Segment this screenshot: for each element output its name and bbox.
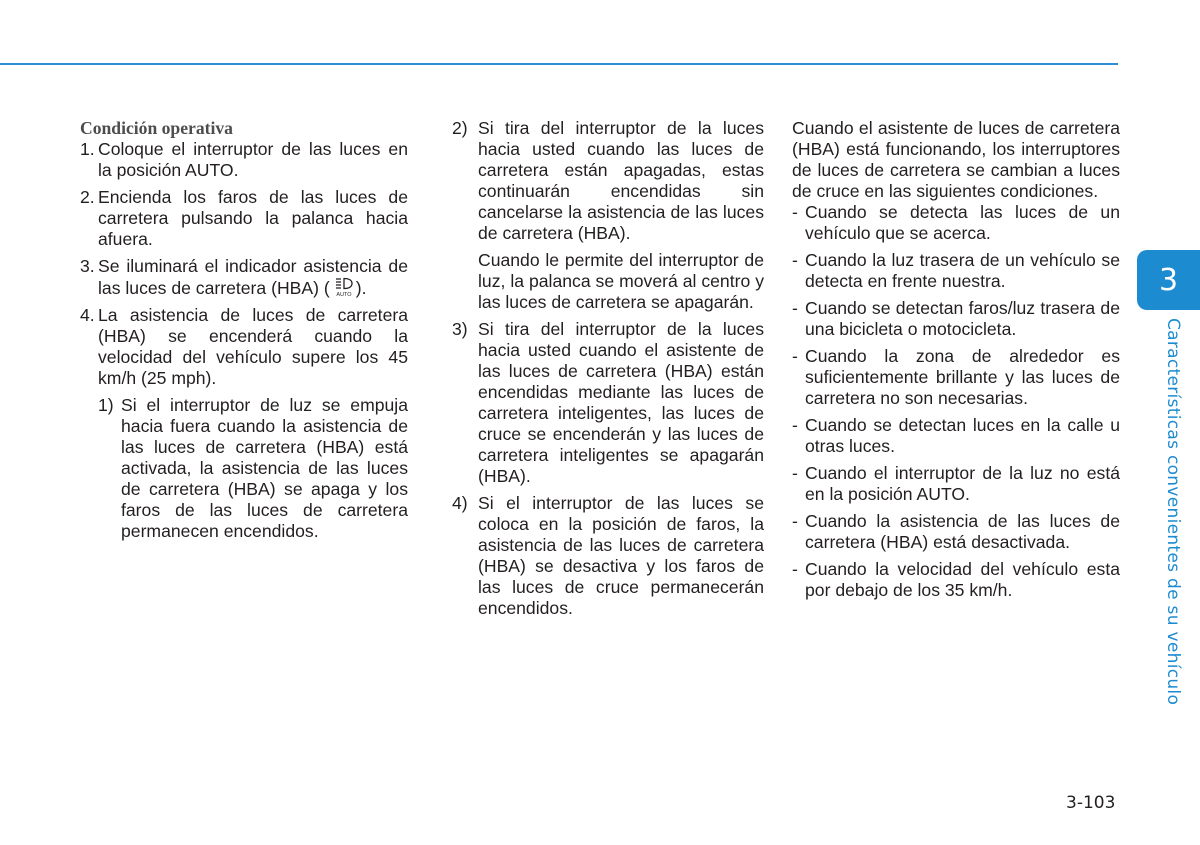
item-text-end: ).: [355, 278, 367, 298]
item-text: Cuando la asistencia de las luces de carretera (HBA) está desactivada.: [805, 511, 1120, 552]
chapter-title: Características convenientes de su vehículo: [1163, 318, 1183, 706]
section-heading: Condición operativa: [80, 118, 233, 138]
item-text: Si tira del interruptor de la luces hacia usted cuando el asistente de las luces de carretera (HBA) están encendidas mediante las luces de carretera inteligentes, las luces de cruce se encenderán y las luces de carretera inteligentes se apagarán (HBA).: [478, 319, 764, 486]
list-item: [792, 250, 1120, 292]
item-text: Encienda los faros de las luces de carretera pulsando la palanca hacia afuera.: [98, 187, 408, 249]
bullet-dash: -: [792, 511, 798, 531]
hba-icon-label: AUTO: [336, 292, 352, 297]
item-text: Si el interruptor de las luces se coloca en la posición de faros, la asistencia de las luces de carretera (HBA) se desactiva y los faros de las luces de cruce permanecerán encendidos.: [478, 493, 764, 618]
list-item: [792, 511, 1120, 553]
bullet-dash: -: [792, 463, 798, 483]
item-number: 4.: [80, 305, 95, 325]
list-item: [80, 139, 408, 181]
chapter-tab: [1137, 250, 1200, 310]
item-text: Cuando la zona de alrededor es suficientemente brillante y las luces de carretera no son necesarias.: [805, 346, 1120, 408]
bullet-dash: -: [792, 415, 798, 435]
chapter-number: 3: [1158, 262, 1179, 298]
list-item: [792, 346, 1120, 409]
list-item: [792, 298, 1120, 340]
sub-list-item: [80, 395, 408, 542]
item-text: Cuando se detectan luces en la calle u otras luces.: [805, 415, 1120, 456]
page-number: 3-103: [1066, 793, 1116, 813]
column-2: [452, 118, 764, 625]
column-1: [80, 118, 408, 548]
sub-list-item: [452, 319, 764, 487]
item-text: La asistencia de luces de carretera (HBA) se encenderá cuando la velocidad del vehículo supere los 45 km/h (25 mph).: [98, 305, 408, 388]
list-item: [80, 256, 408, 299]
item-text: Se iluminará el indicador asistencia de las luces de carretera (HBA) (: [98, 256, 408, 298]
item-text: Si el interruptor de luz se empuja hacia fuera cuando la asistencia de las luces de carretera (HBA) está activada, la asistencia de las luces de carretera (HBA) se apaga y los faros de las luces de carretera permanecen encendidos.: [121, 395, 408, 541]
item-number: 1.: [80, 139, 95, 159]
item-number: 3.: [80, 256, 95, 276]
header-rule: [0, 63, 1118, 65]
intro-paragraph: Cuando el asistente de luces de carretera (HBA) está funcionando, los interruptores de luces de carretera se cambian a luces de cruce en las siguientes condiciones.: [792, 118, 1120, 201]
bullet-dash: -: [792, 202, 798, 222]
item-text: Si tira del interruptor de la luces hacia usted cuando las luces de carretera están apagadas, estas continuarán encendidas sin cancelarse la asistencia de las luces de carretera (HBA).: [478, 118, 764, 243]
item-text: Cuando se detecta las luces de un vehículo que se acerca.: [805, 202, 1120, 243]
item-number: 2.: [80, 187, 95, 207]
item-number: 1): [98, 395, 114, 415]
hba-auto-icon: [333, 277, 355, 297]
item-text: Cuando le permite del interruptor de luz, la palanca se moverá al centro y las luces de carretera se apagarán.: [478, 250, 764, 312]
list-item: [80, 187, 408, 250]
item-text: Cuando la luz trasera de un vehículo se detecta en frente nuestra.: [805, 250, 1120, 291]
sub-list-item: [452, 118, 764, 244]
bullet-dash: -: [792, 346, 798, 366]
bullet-dash: -: [792, 250, 798, 270]
item-number: 2): [452, 118, 468, 138]
item-text: Cuando la velocidad del vehículo esta por debajo de los 35 km/h.: [805, 559, 1120, 600]
paragraph: [452, 250, 764, 313]
list-item: [792, 559, 1120, 601]
item-text: Cuando el interruptor de la luz no está en la posición AUTO.: [805, 463, 1120, 504]
list-item: [792, 202, 1120, 244]
bullet-dash: -: [792, 298, 798, 318]
list-item: [792, 463, 1120, 505]
item-text: Cuando se detectan faros/luz trasera de una bicicleta o motocicleta.: [805, 298, 1120, 339]
column-3: [792, 118, 1120, 607]
item-number: 4): [452, 493, 468, 513]
list-item: [792, 415, 1120, 457]
bullet-dash: -: [792, 559, 798, 579]
item-text: Coloque el interruptor de las luces en la posición AUTO.: [98, 139, 408, 180]
sub-list-item: [452, 493, 764, 619]
list-item: [80, 305, 408, 389]
item-number: 3): [452, 319, 468, 339]
